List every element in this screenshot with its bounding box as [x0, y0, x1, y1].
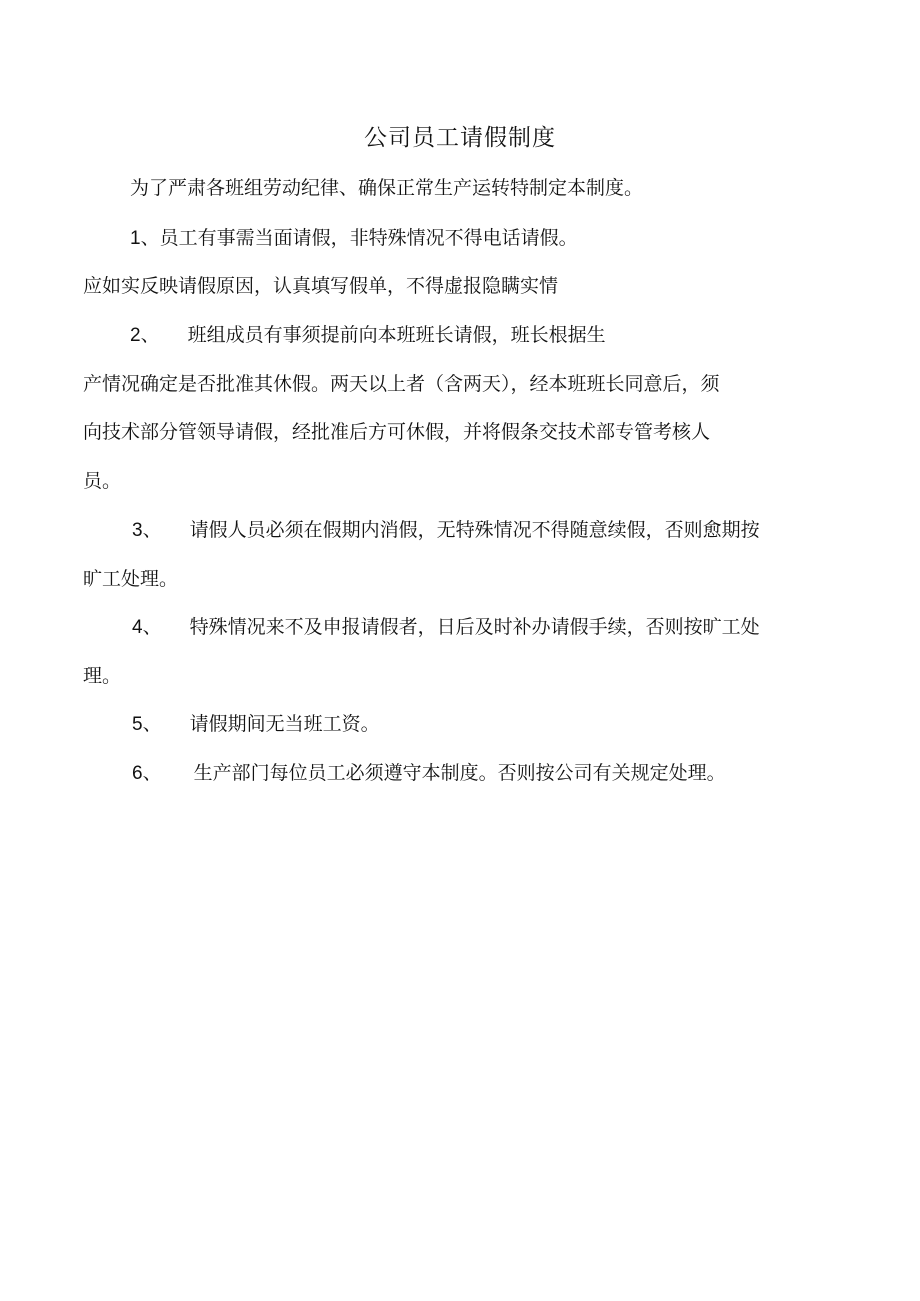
item-4-text-line-2: 理。 — [83, 665, 122, 687]
item-1-text-line-1: 员工有事需当面请假，非特殊情况不得电话请假。 — [159, 227, 578, 249]
item-3-text-line-1: 请假人员必须在假期内消假，无特殊情况不得随意续假，否则愈期按 — [189, 519, 760, 541]
item-1-first-line — [130, 226, 578, 251]
item-2-text-line-3: 向技术部分管领导请假，经批准后方可休假，并将假条交技术部专管考核人 — [83, 421, 711, 443]
item-2-first-line — [130, 323, 606, 348]
item-5-line — [132, 712, 380, 737]
item-3-number: 3、 — [132, 520, 162, 541]
document-title: 公司员工请假制度 — [364, 125, 556, 151]
item-4-text-line-1: 特殊情况来不及申报请假者，日后及时补办请假手续，否则按旷工处 — [189, 616, 760, 638]
item-4-number: 4、 — [132, 617, 162, 638]
item-6-line — [132, 761, 726, 786]
item-2-text-line-2: 产情况确定是否批准其休假。两天以上者（含两天），经本班班长同意后，须 — [83, 373, 720, 395]
item-5-number: 5、 — [132, 714, 162, 735]
item-6-text-line-1: 生产部门每位员工必须遵守本制度。否则按公司有关规定处理。 — [193, 762, 726, 784]
item-3-text-line-2: 旷工处理。 — [83, 568, 179, 590]
item-6-number: 6、 — [132, 763, 162, 784]
item-4-first-line — [132, 615, 760, 640]
item-2-number: 2、 — [130, 325, 160, 346]
item-2-text-line-1: 班组成员有事须提前向本班班长请假，班长根据生 — [187, 324, 606, 346]
item-5-text-line-1: 请假期间无当班工资。 — [189, 713, 380, 735]
item-2-text-line-4: 员。 — [83, 470, 122, 492]
item-3-first-line — [132, 518, 760, 543]
intro-paragraph: 为了严肃各班组劳动纪律、确保正常生产运转特制定本制度。 — [130, 177, 644, 199]
item-1-text-line-2: 应如实反映请假原因，认真填写假单，不得虚报隐瞒实情 — [83, 275, 559, 297]
item-1-number: 1、 — [130, 228, 160, 249]
